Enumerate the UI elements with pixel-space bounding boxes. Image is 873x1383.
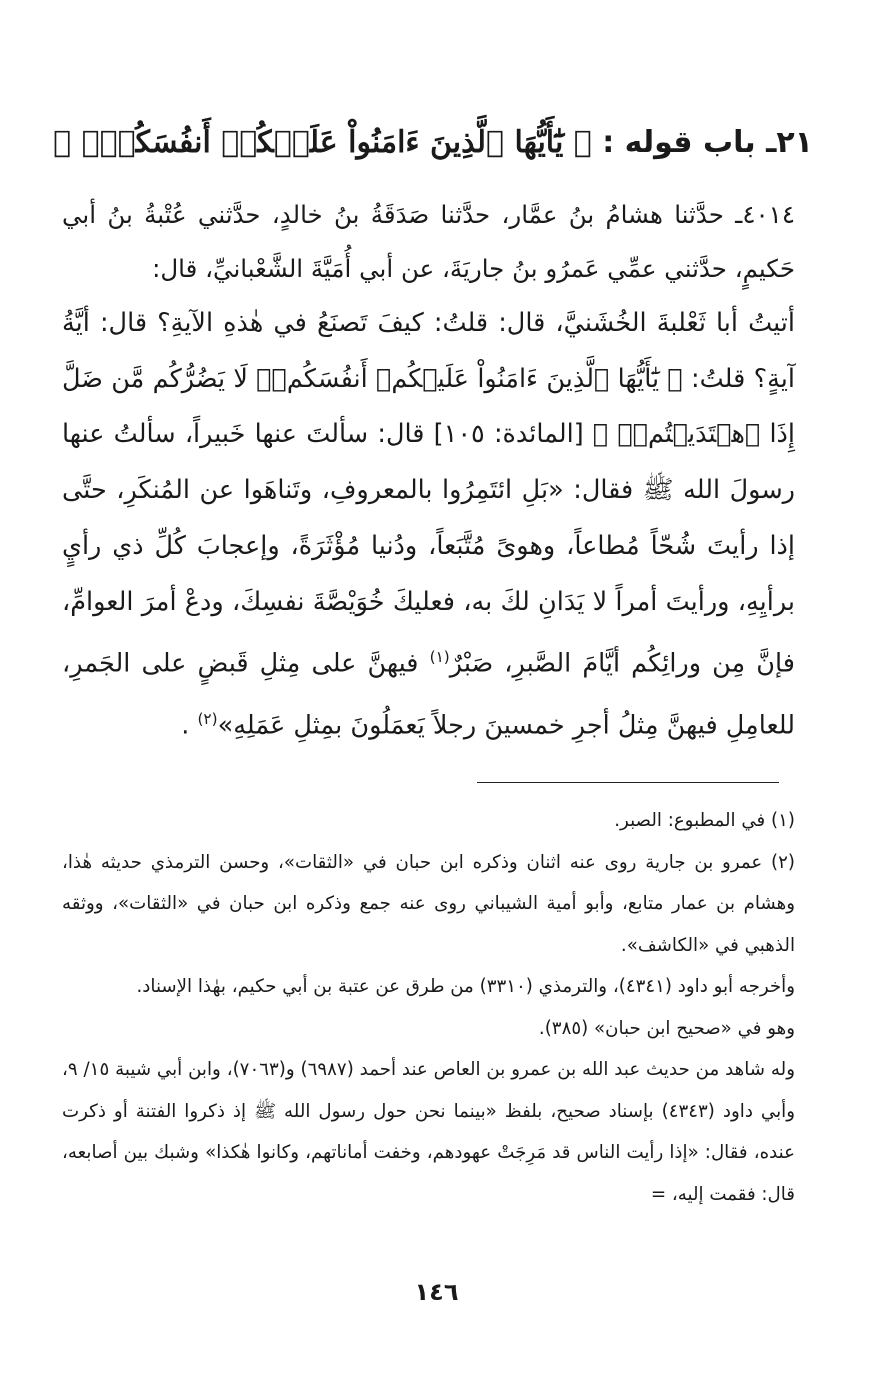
chapter-number-label: ٢١ـ باب قوله : (602, 125, 813, 160)
footnote-ibn-hibban: وهو في «صحيح ابن حبان» (٣٨٥). (538, 1017, 795, 1039)
hadith-matn (62, 296, 795, 755)
hadith-isnad: ٤٠١٤ـ حدَّثنا هشامُ بنُ عمَّار، حدَّثنا صَدَقَةُ بنُ خالدٍ، حدَّثني عُتْبةُ بنُ أبي حَكيمٍ، حدَّثني عمِّي عَمرُو بنُ جاريَةَ، عن أبي أُمَيَّةَ الشَّعْبانيِّ، قال: (62, 200, 795, 283)
hadith-matn-part2: فيهنَّ على مِثلِ قَبضٍ على الجَمرِ، للعامِلِ فيهنَّ مِثلُ أجرِ خمسينَ رجلاً يَعمَلُونَ بمِثلِ عَمَلِهِ» (62, 648, 795, 741)
footnote-2: (٢) عمرو بن جارية روى عنه اثنان وذكره ابن حبان في «الثقات»، وحسن الترمذي حديثه هٰذا، وهشام بن عمار متابع، وأبو أمية الشيباني روى عنه جمع وذكره ابن حبان في «الثقات»، ووثقه الذهبي في «الكاشف». (62, 851, 795, 956)
footnote-1: (١) في المطبوع: الصبر. (614, 810, 795, 831)
chapter-heading (53, 118, 813, 168)
footnote-divider (477, 782, 779, 783)
hadith-matn-end: . (181, 710, 198, 741)
footnote-ref-1: (١) (429, 648, 450, 667)
hadith-matn-part1: أتيتُ أبا ثَعْلبةَ الخُشَنيَّ، قال: قلتُ: كيفَ تَصنَعُ في هٰذهِ الآيةِ؟ قال: أيَّةُ آيةٍ؟ قلتُ: ﴿ يَٰٓأَيُّهَا ٱلَّذِينَ ءَامَنُواْ عَلَيۡكُمۡ أَنفُسَكُمۡۖ لَا يَضُرُّكُم مَّن ضَلَّ إِذَا ٱهۡتَدَيۡتُمۡۚ ﴾ [المائدة: ١٠٥] قال: سألتَ عنها خَبيراً، سألتُ عنها رسولَ الله ﷺ فقال: «بَلِ ائتَمِرُوا بالمعروفِ، وتَناهَوا عن المُنكَرِ، حتَّى إذا رأيتَ شُحّاً مُطاعاً، وهوىً مُتَّبَعاً، ودُنيا مُؤْثَرَةً، وإعجابَ كُلِّ ذي رأيٍ برأيِهِ، ورأيتَ أمراً لا يَدَانِ لكَ به، فعليكَ خُوَيْصَّةَ نفسِكَ، ودعْ أمرَ العوامِّ، فإنَّ مِن ورائِكُم أيَّامَ الصَّبرِ، صَبْرٌ (62, 308, 795, 679)
page-number: ١٤٦ (414, 1278, 459, 1306)
footnote-shahid: وله شاهد من حديث عبد الله بن عمرو بن العاص عند أحمد (٦٩٨٧) و(٧٠٦٣)، وابن أبي شيبة ١٥/ ٩، وأبي داود (٤٣٤٣) بإسناد صحيح، بلفظ «بينما نحن حول رسول الله ﷺ إذ ذكروا الفتنة أو ذكرت عنده، فقال: «إذا رأيت الناس قد مَرِجَتْ عهودهم، وخفت أماناتهم، وكانوا هٰكذا» وشبك بين أصابعه، قال: فقمت إليه، = (62, 1059, 795, 1205)
chapter-quran-verse: ﴿ يَٰٓأَيُّهَا ٱلَّذِينَ ءَامَنُواْ عَلَيۡكُمۡ أَنفُسَكُمۡۖ ﴾ (53, 125, 592, 160)
footnotes-section (62, 800, 795, 1215)
footnote-takhrij: وأخرجه أبو داود (٤٣٤١)، والترمذي (٣٣١٠) من طرق عن عتبة بن أبي حكيم، بهٰذا الإسناد. (136, 976, 795, 997)
footnote-ref-2: (٢) (197, 710, 218, 729)
